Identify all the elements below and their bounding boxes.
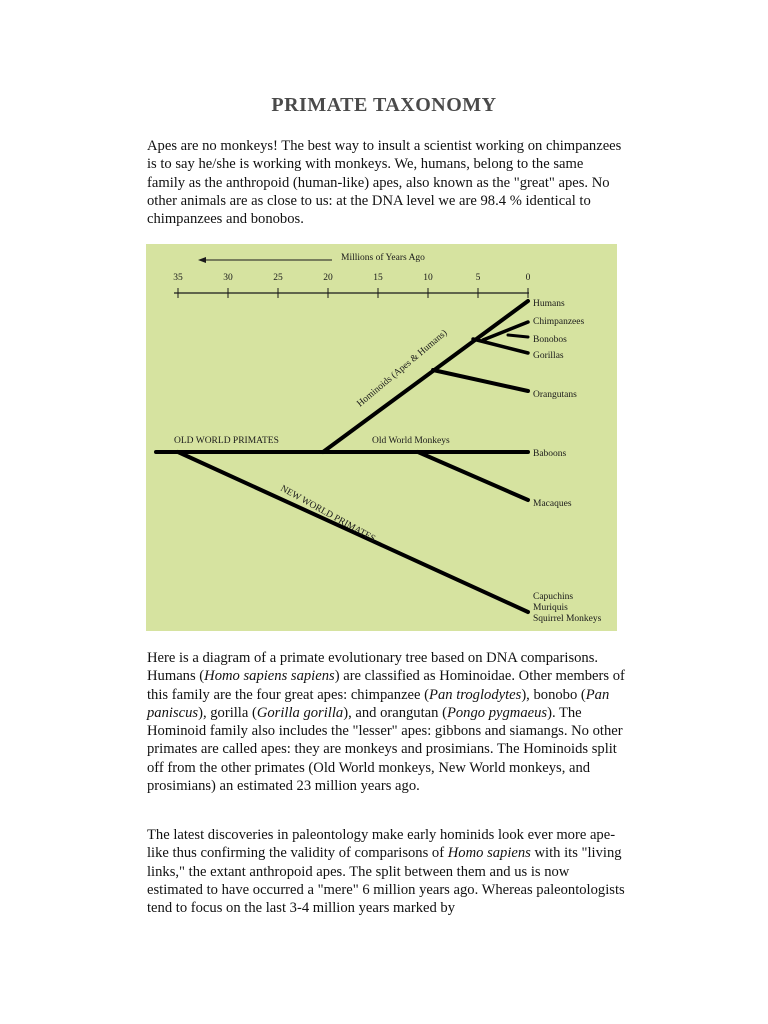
p2-text-3: ), bonobo ( bbox=[521, 686, 586, 703]
diagram-explanation-paragraph bbox=[147, 649, 625, 795]
species-orangutans: Orangutans bbox=[533, 390, 577, 400]
hominoids-label: Hominoids (Apes & Humans) bbox=[355, 328, 450, 410]
p2-text-2: ) are classified as Hominoidae. Other members of this family are the four great apes: chimpanzee ( bbox=[147, 668, 625, 703]
species-chimpanzees: Chimpanzees bbox=[533, 317, 585, 327]
p2-text-4: ), gorilla ( bbox=[198, 704, 257, 721]
axis-tick-label: 25 bbox=[273, 273, 283, 283]
p3-text-1: The latest discoveries in paleontology make early hominids look ever more ape-like thus confirming the validity of comparisons of bbox=[147, 827, 616, 862]
axis-tick-label: 20 bbox=[323, 273, 333, 283]
p2-italic-pan-troglodytes: Pan troglodytes bbox=[429, 686, 522, 703]
axis-tick-label: 10 bbox=[423, 273, 433, 283]
axis-tick-label: 5 bbox=[475, 273, 481, 283]
species-capuchins: Capuchins bbox=[533, 592, 574, 602]
p2-text-1: Here is a diagram of a primate evolutionary tree based on DNA comparisons. Humans ( bbox=[147, 650, 599, 685]
axis-tick-label: 30 bbox=[223, 273, 233, 283]
species-macaques: Macaques bbox=[533, 499, 572, 509]
branch-bonobos bbox=[508, 335, 528, 337]
species-gorillas: Gorillas bbox=[533, 351, 564, 361]
old-world-monkeys-label: Old World Monkeys bbox=[372, 436, 450, 446]
p2-italic-gorilla-gorilla: Gorilla gorilla bbox=[256, 704, 344, 721]
axis-tick-label: 35 bbox=[173, 273, 183, 283]
primate-tree-svg bbox=[146, 244, 617, 631]
p3-italic-homo-sapiens: Homo sapiens bbox=[447, 845, 531, 862]
p2-text-5: ), and orangutan ( bbox=[343, 704, 447, 721]
axis-tick-label: 0 bbox=[525, 273, 531, 283]
p2-italic-pan-paniscus: Pan paniscus bbox=[147, 686, 610, 721]
species-humans: Humans bbox=[533, 299, 565, 309]
primate-tree-diagram bbox=[146, 244, 617, 631]
paleontology-paragraph bbox=[147, 826, 625, 917]
axis-title: Millions of Years Ago bbox=[341, 253, 425, 263]
species-baboons: Baboons bbox=[533, 449, 567, 459]
p2-text-6: ). The Hominoid family also includes the "lesser" apes: gibbons and siamangs. No other primates are called apes: they are monkeys and prosimians. The Hominoids split off from the other primates (Old World monkeys, New World monkeys, and prosimians) an estimated 23 million years ago. bbox=[147, 704, 623, 795]
old-world-primates-label: OLD WORLD PRIMATES bbox=[174, 436, 279, 446]
species-muriquis: Muriquis bbox=[533, 603, 568, 613]
species-bonobos: Bonobos bbox=[533, 335, 567, 345]
p3-text-2: with its "living links," the extant anthropoid apes. The split between them and us is now estimated to have occurred a "mere" 6 million years ago. Whereas paleontologists tend to focus on the last 3-4 million years marked by bbox=[147, 845, 625, 917]
intro-paragraph: Apes are no monkeys! The best way to insult a scientist working on chimpanzees is to say he/she is working with monkeys. We, humans, belong to the same family as the anthropoid (human-like) apes, also known as the "great" apes. No other animals are as close to us: at the DNA level we are 98.4 % identical to chimpanzees and bonobos. bbox=[147, 138, 622, 228]
p2-italic-pongo-pygmaeus: Pongo pygmaeus bbox=[446, 704, 548, 721]
page-title: PRIMATE TAXONOMY bbox=[271, 94, 497, 116]
species-squirrel-monkeys: Squirrel Monkeys bbox=[533, 614, 602, 624]
p2-italic-homo-sapiens-sapiens: Homo sapiens sapiens bbox=[204, 668, 335, 685]
new-world-primates-label: NEW WORLD PRIMATES bbox=[278, 483, 377, 545]
axis-tick-label: 15 bbox=[373, 273, 383, 283]
